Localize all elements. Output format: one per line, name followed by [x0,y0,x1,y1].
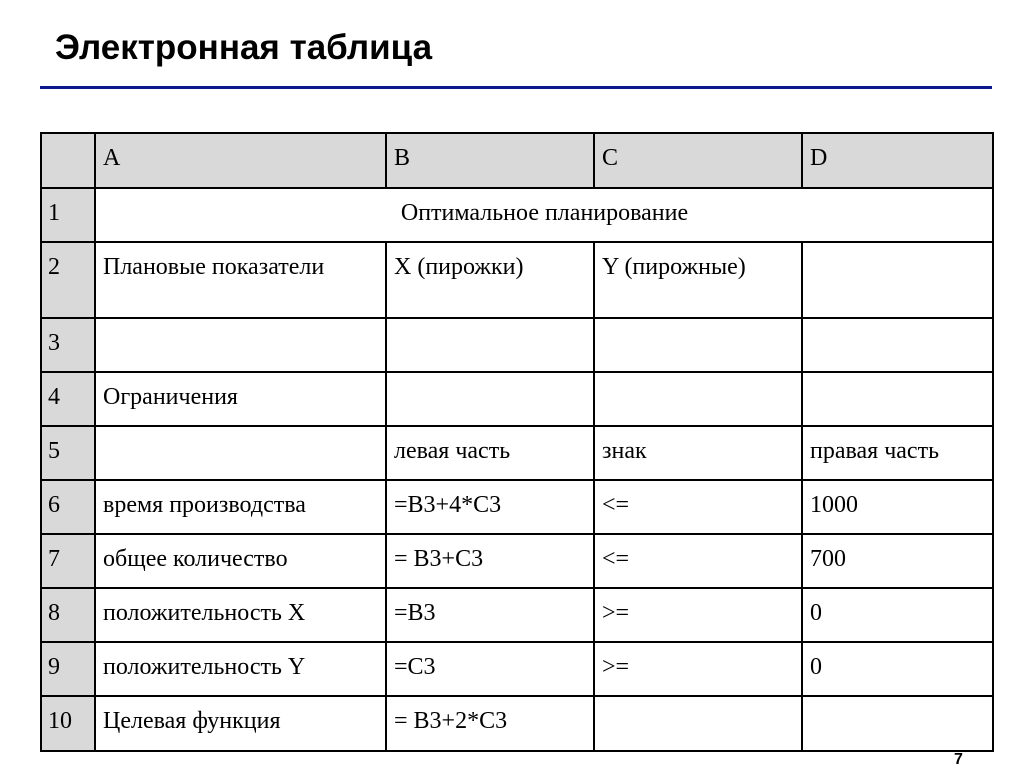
row-header: 2 [41,242,95,318]
page-number: 7 [954,751,963,768]
cell-c5: знак [594,426,802,480]
cell-d10 [802,696,993,751]
column-header-a: A [95,133,386,188]
cell-a4: Ограничения [95,372,386,426]
table-row [41,188,993,242]
cell-b3 [386,318,594,372]
cell-a10: Целевая функция [95,696,386,751]
slide-title: Электронная таблица [55,28,433,67]
cell-d2 [802,242,993,318]
row-header: 4 [41,372,95,426]
row-header: 9 [41,642,95,696]
cell-d4 [802,372,993,426]
row-header: 1 [41,188,95,242]
table-row [41,242,993,318]
title-underline [40,86,992,89]
cell-c10 [594,696,802,751]
row-header: 3 [41,318,95,372]
cell-d3 [802,318,993,372]
row-header: 7 [41,534,95,588]
row-header: 8 [41,588,95,642]
cell-c8: >= [594,588,802,642]
merged-title-cell: Оптимальное планирование [95,188,993,242]
cell-c7: <= [594,534,802,588]
table-row [41,426,993,480]
cell-b8: =B3 [386,588,594,642]
table-row [41,480,993,534]
column-header-d: D [802,133,993,188]
cell-a5 [95,426,386,480]
table-row [41,372,993,426]
cell-a9: положительность Y [95,642,386,696]
row-header: 5 [41,426,95,480]
column-header-c: C [594,133,802,188]
cell-c2: Y (пирожные) [594,242,802,318]
row-header: 10 [41,696,95,751]
cell-b6: =B3+4*C3 [386,480,594,534]
cell-d5: правая часть [802,426,993,480]
cell-c6: <= [594,480,802,534]
cell-c3 [594,318,802,372]
cell-a8: положительность X [95,588,386,642]
cell-d7: 700 [802,534,993,588]
cell-d6: 1000 [802,480,993,534]
cell-d8: 0 [802,588,993,642]
table-row [41,318,993,372]
cell-b10: = B3+2*C3 [386,696,594,751]
cell-a6: время производства [95,480,386,534]
cell-a2: Плановые показатели [95,242,386,318]
cell-a7: общее количество [95,534,386,588]
cell-b7: = B3+C3 [386,534,594,588]
cell-c4 [594,372,802,426]
table-row [41,642,993,696]
row-header: 6 [41,480,95,534]
table-row [41,534,993,588]
cell-a3 [95,318,386,372]
corner-cell [41,133,95,188]
spreadsheet-table [40,132,994,752]
cell-b5: левая часть [386,426,594,480]
cell-b4 [386,372,594,426]
cell-c9: >= [594,642,802,696]
cell-b2: X (пирожки) [386,242,594,318]
column-header-row [41,133,993,188]
cell-b9: =C3 [386,642,594,696]
table-row [41,696,993,751]
cell-d9: 0 [802,642,993,696]
column-header-b: B [386,133,594,188]
table-row [41,588,993,642]
